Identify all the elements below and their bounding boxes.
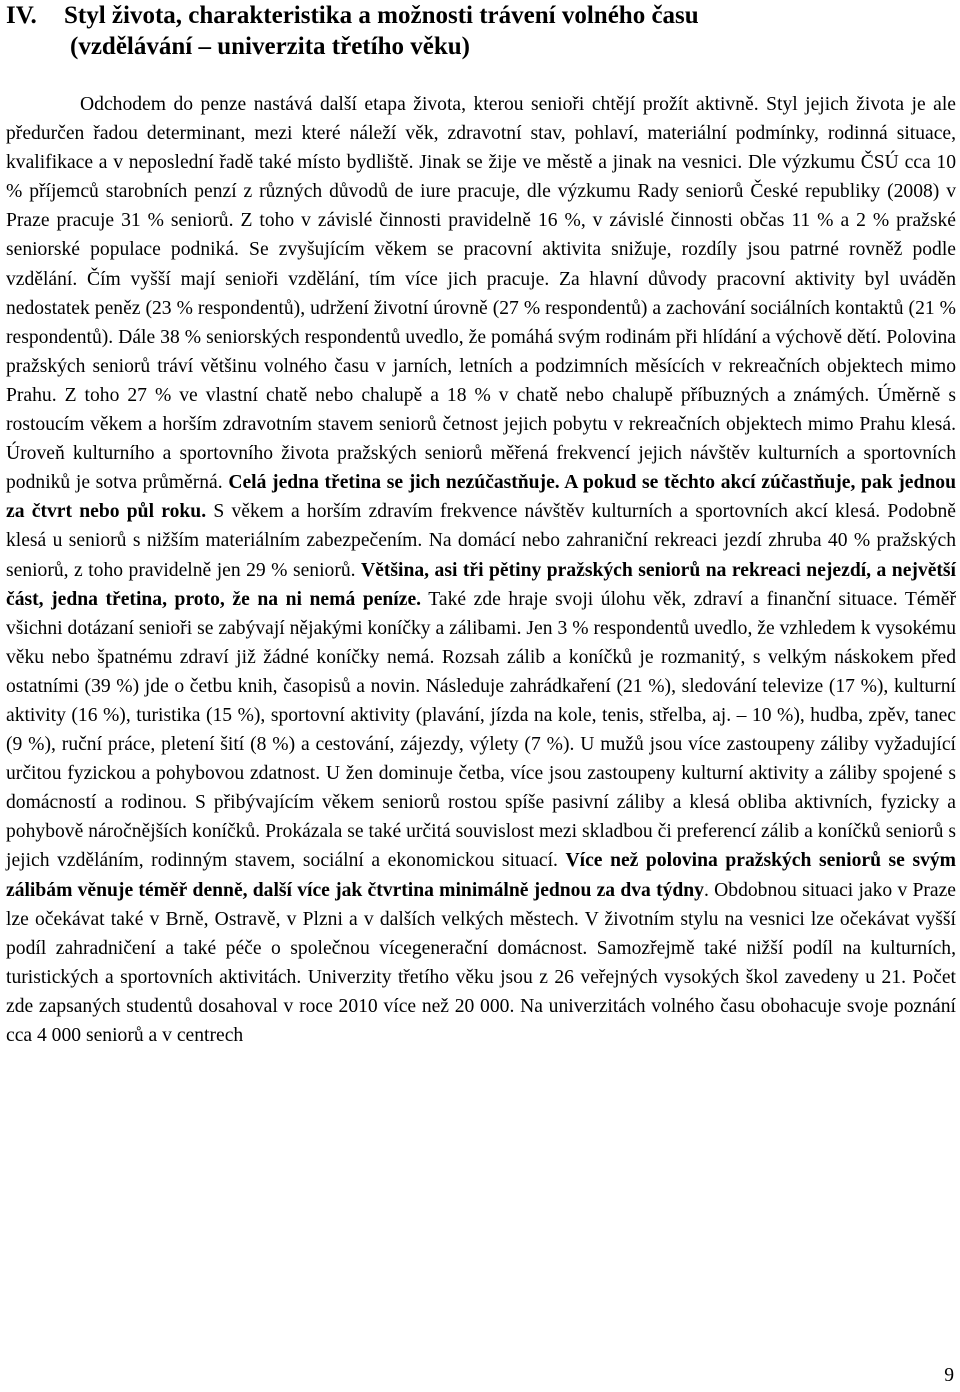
- text-run: S věkem a horším zdravím frekvence návštěv kulturních a sportovních akcí klesá. Podobně klesá u seniorů s nižším materiálním zabezpečením. Na domácí nebo zahraniční rekreaci jezdí zhruba 40 % pražských seniorů, z toho pravidelně jen 29 % seniorů.: [6, 501, 956, 581]
- bold-text-run: Celá jedna třetina se jich nezúčastňuje. A pokud se těchto akcí zúčastňuje, pak jednou za čtvrt nebo půl roku.: [6, 472, 956, 523]
- page-number: 9: [944, 1365, 954, 1386]
- text-run: Odchodem do penze nastává další etapa života, kterou senioři chtějí prožít aktivně. Styl jejich života je ale předurčen řadou determinant, mezi které náleží věk, zdravotní stav, pohlaví, materiální podmínky, rodinná situace, kvalifikace a v neposlední řadě také místo bydliště. Jinak se žije ve městě a jinak na vesnici. Dle výzkumu ČSÚ cca 10 % příjemců starobních penzí z různých důvodů de iure pracuje, dle výzkumu Rady seniorů České republiky (2008) v Praze pracuje 31 % seniorů. Z toho v závislé činnosti pravidelně 16 %, v závislé činnosti občas 11 % a 2 % pražské seniorské populace podniká. Se zvyšujícím věkem se pracovní aktivita snižuje, rozdíly jsou patrné rovněž podle vzdělání. Čím vyšší mají senioři vzdělání, tím více jich pracuje. Za hlavní důvody pracovní aktivity byl uváděn nedostatek peněz (23 % respondentů), udržení životní úrovně (27 % respondentů) a zachování sociálních kontaktů (21 % respondentů). Dále 38 % seniorských respondentů uvedlo, že pomáhá svým rodinám při hlídání a výchově dětí. Polovina pražských seniorů tráví většinu volného času v jarních, letních a podzimních měsících v rekreačních objektech mimo Prahu. Z toho 27 % ve vlastní chatě nebo chalupě a 18 % v chatě nebo chalupě příbuzných a známých. Úměrně s rostoucím věkem a horším zdravotním stavem seniorů četnost jejich pobytu v rekreačních objektech mimo Prahu klesá. Úroveň kulturního a sportovního života pražských seniorů měřená frekvencí jejich návštěv kulturních a sportovních podniků je sotva průměrná.: [6, 94, 956, 494]
- paragraph: [6, 90, 956, 1050]
- body-text: [6, 90, 956, 1050]
- heading-title-line-1: Styl života, charakteristika a možnosti trávení volného času: [64, 2, 699, 29]
- bold-text-run: Více než polovina pražských seniorů se svým zálibám věnuje téměř denně, další více jak čtvrtina minimálně jednou za dva týdny: [6, 850, 956, 901]
- section-number: IV.: [6, 2, 37, 29]
- text-run: Také zde hraje svoji úlohu věk, zdraví a finanční situace. Téměř všichni dotázaní senioři se zabývají nějakými koníčky a zálibami. Jen 3 % respondentů uvedlo, že vzhledem k vysokému věku nebo špatnému zdraví již žádné koníčky nemá. Rozsah zálib a koníčků je rozmanitý, s velkým náskokem před ostatními (39 %) jde o četbu knih, časopisů a novin. Následuje zahrádkaření (21 %), sledování televize (17 %), kulturní aktivity (16 %), turistika (15 %), sportovní aktivity (plavání, jízda na kole, tenis, střelba, aj. – 10 %), hudba, zpěv, tanec (9 %), ruční práce, pletení šití (8 %) a cestování, zájezdy, výlety (7 %). U mužů jsou více zastoupeny záliby vyžadující určitou fyzickou a pohybovou zdatnost. U žen dominuje četba, více jsou zastoupeny kulturní aktivity a záliby spojené s domácností a rodinou. S přibývajícím věkem seniorů rostou spíše pasivní záliby a klesá obliba aktivních, fyzicky a pohybově náročnějších koníčků. Prokázala se také určitá souvislost mezi skladbou či preferencí zálib a koníčků seniorů s jejich vzděláním, rodinným stavem, sociální a ekonomickou situací.: [6, 588, 956, 872]
- heading-title-line-2: (vzdělávání – univerzita třetího věku): [70, 33, 470, 60]
- text-run: . Obdobnou situaci jako v Praze lze očekávat také v Brně, Ostravě, v Plzni a v dalších velkých městech. V životním stylu na vesnici lze očekávat vyšší podíl zahradničení a také péče o společnou vícegenerační domácnost. Samozřejmě také nižší podíl na kulturních, turistických a sportovních aktivitách. Univerzity třetího věku jsou z 26 veřejných vysokých škol zavedeny u 21. Počet zde zapsaných studentů dosahoval v roce 2010 více než 20 000. Na univerzitách volného času obohacuje svoje poznání cca 4 000 seniorů a v centrech: [6, 879, 956, 1046]
- heading-line-1: [6, 0, 950, 31]
- bold-text-run: Většina, asi tři pětiny pražských seniorů na rekreaci nejezdí, a největší část, jedna třetina, proto, že na ni nemá peníze.: [6, 559, 957, 610]
- section-heading: [6, 0, 950, 62]
